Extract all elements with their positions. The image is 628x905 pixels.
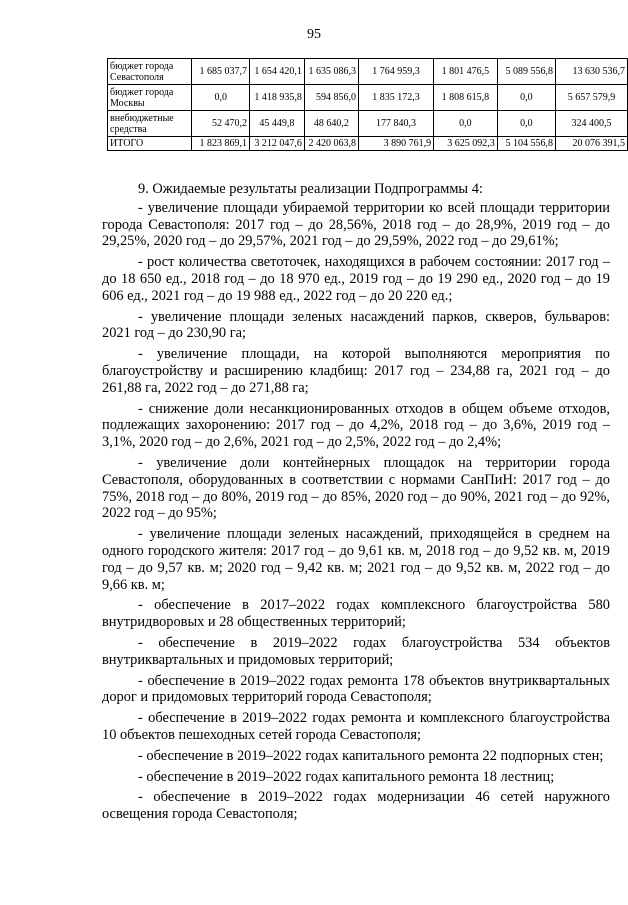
table-cell: 3 890 761,9 xyxy=(359,137,434,151)
result-item: - обеспечение в 2019–2022 годах капитального ремонта 18 лестниц; xyxy=(138,768,555,785)
budget-table xyxy=(107,58,628,151)
table-cell: 5 089 556,8 xyxy=(497,59,555,85)
table-cell: 1 801 476,5 xyxy=(434,59,498,85)
result-item: - увеличение площади зеленых насаждений, приходящейся в среднем на одного городского жителя: 2017 год – до 9,61 кв. м, 2018 год – до 9,52 кв. м, 2019 год – до 9,57 кв. м; 2020 год – 9,42 кв. м; 2021 год – до 9,52 кв. м, 2022 год – до 9,66 кв. м; xyxy=(102,526,610,593)
table-cell: 1 808 615,8 xyxy=(434,85,498,111)
result-item: - обеспечение в 2019–2022 годах ремонта и комплексного благоустройства 10 объектов пешеходных сетей города Севастополя; xyxy=(102,710,610,743)
result-item: - обеспечение в 2019–2022 годах капитального ремонта 22 подпорных стен; xyxy=(138,747,604,764)
table-cell: 1 635 086,3 xyxy=(304,59,358,85)
table-cell: 5 657 579,9 xyxy=(555,85,627,111)
expected-results-section xyxy=(102,181,610,827)
table-cell: 45 449,8 xyxy=(249,111,304,137)
table-cell: 0,0 xyxy=(497,85,555,111)
table-cell: 1 823 869,1 xyxy=(192,137,250,151)
section-heading: 9. Ожидаемые результаты реализации Подпрограммы 4: xyxy=(138,181,483,197)
table-row-sevastopol xyxy=(108,59,628,85)
table-cell: 1 764 959,3 xyxy=(359,59,434,85)
table-cell: 0,0 xyxy=(497,111,555,137)
table-cell: 1 835 172,3 xyxy=(359,85,434,111)
table-cell: 594 856,0 xyxy=(304,85,358,111)
table-row-extrabudgetary xyxy=(108,111,628,137)
table-cell: 0,0 xyxy=(434,111,498,137)
table-row-total xyxy=(108,137,628,151)
table-cell: 1 654 420,1 xyxy=(249,59,304,85)
table-cell: 3 212 047,6 xyxy=(249,137,304,151)
result-item: - обеспечение в 2017–2022 годах комплексного благоустройства 580 внутридворовых и 28 общественных территорий; xyxy=(102,597,610,631)
result-item: - снижение доли несанкционированных отходов в общем объеме отходов, подлежащих захоронению: 2017 год – до 4,2%, 2018 год – до 3,6%, 2019 год – 3,1%, 2020 год – до 2,6%, 2021 год – до 2,5%, 2022 год – до 2,4%; xyxy=(102,400,610,451)
table-cell: 3 625 092,3 xyxy=(434,137,498,151)
row-label: ИТОГО xyxy=(108,137,192,151)
page-number: 95 xyxy=(307,27,321,42)
table-cell: 52 470,2 xyxy=(192,111,250,137)
table-row-moscow xyxy=(108,85,628,111)
result-item: - обеспечение в 2019–2022 годах модернизации 46 сетей наружного освещения города Севастополя; xyxy=(102,789,610,823)
result-item: - обеспечение в 2019–2022 годах благоустройства 534 объектов внутриквартальных и придомовых территорий; xyxy=(102,634,610,668)
result-item: - увеличение площади, на которой выполняются мероприятия по благоустройству и расширению кладбищ: 2017 год – 234,88 га, 2021 год – до 261,88 га, 2022 год – до 271,88 га; xyxy=(102,346,610,396)
table-cell: 1 418 935,8 xyxy=(249,85,304,111)
table-cell: 48 640,2 xyxy=(304,111,358,137)
result-item: - увеличение площади зеленых насаждений парков, скверов, бульваров: 2021 год – до 230,90 га; xyxy=(102,308,610,342)
result-item: - обеспечение в 2019–2022 годах ремонта 178 объектов внутриквартальных дорог и придомовых территорий города Севастополя; xyxy=(102,672,610,706)
table-cell: 20 076 391,5 xyxy=(555,137,627,151)
row-label: бюджет города Севастополя xyxy=(108,59,192,85)
table-cell: 5 104 556,8 xyxy=(497,137,555,151)
table-cell: 0,0 xyxy=(192,85,250,111)
result-item: - увеличение площади убираемой территории ко всей площади территории города Севастополя: 2017 год – до 28,56%, 2018 год – до 28,9%, 2019 год – до 29,25%, 2020 год – до 29,57%, 2021 год – до 29,59%, 2022 год – до 29,61%; xyxy=(102,199,610,250)
table-cell: 2 420 063,8 xyxy=(304,137,358,151)
result-item: - рост количества светоточек, находящихся в рабочем состоянии: 2017 год – до 18 650 ед., 2018 год – до 18 970 ед., 2019 год – до 19 290 ед., 2020 год – до 19 606 ед., 2021 год – до 19 988 ед., 2022 год – до 20 220 ед.; xyxy=(102,254,610,304)
table-cell: 324 400,5 xyxy=(555,111,627,137)
result-item: - увеличение доли контейнерных площадок на территории города Севастополя, оборудованных в соответствии с нормами СанПиН: 2017 год – до 75%, 2018 год – до 80%, 2019 год – до 85%, 2020 год – до 90%, 2021 год – до 92%, 2022 год – до 95%; xyxy=(102,454,610,522)
row-label: бюджет города Москвы xyxy=(108,85,192,111)
row-label: внебюджетные средства xyxy=(108,111,192,137)
table-cell: 1 685 037,7 xyxy=(192,59,250,85)
table-cell: 177 840,3 xyxy=(359,111,434,137)
table-cell: 13 630 536,7 xyxy=(555,59,627,85)
